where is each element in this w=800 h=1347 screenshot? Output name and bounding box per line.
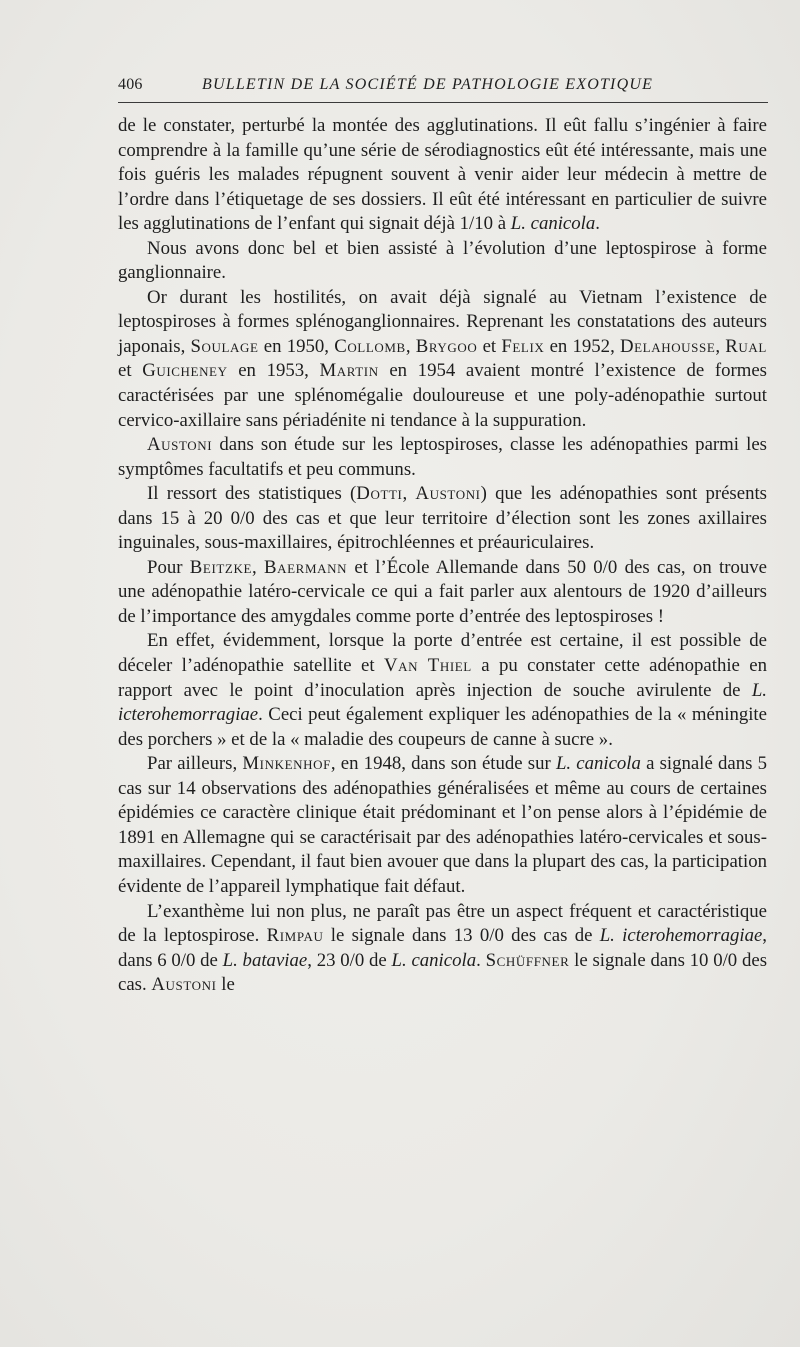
article-body <box>118 114 767 998</box>
paragraph-6: Pour Beitzke, Baermann et l’École Allemande dans 50 0/0 des cas, on trouve une adénopathie latéro-cervicale ce qui a fait parler aux alentours de 1920 d’ailleurs de l’importance des amygdales comme porte d’entrée des leptospiroses ! <box>118 556 767 627</box>
author-name: Martin <box>319 360 379 382</box>
species-name: L. bataviae <box>222 949 308 971</box>
species-name: L. icterohemorragiae <box>118 679 767 726</box>
author-name: Collomb <box>334 335 406 357</box>
author-name: Austoni <box>151 974 217 996</box>
species-name: L. canicola <box>510 213 596 235</box>
paragraph-3: Or durant les hostilités, on avait déjà signalé au Vietnam l’existence de leptospiroses à formes splénoganglionnaires. Reprenant les constatations des auteurs japonais, Soulage en 1950, Collomb, Brygoo et Felix en 1952, Delahousse, Rual et Guicheney en 1953, Martin en 1954 avaient montré l’existence de formes caractérisées par une splénomégalie douloureuse et une poly-adénopathie surtout cervico-axillaire sans périadénite ni tendance à la suppuration. <box>118 286 767 431</box>
author-name: Beitzke <box>189 556 253 578</box>
paragraph-9: L’exanthème lui non plus, ne paraît pas être un aspect fréquent et caractéristique de la leptospirose. Rimpau le signale dans 13 0/0 des cas de L. icterohemorragiae, dans 6 0/0 de L. bataviae, 23 0/0 de L. canicola. Schüffner le signale dans 10 0/0 des cas. Austoni le <box>118 900 767 996</box>
author-name: Dotti <box>356 483 403 505</box>
author-name: Soulage <box>190 335 259 357</box>
running-head <box>118 70 768 102</box>
author-name: Rual <box>725 335 767 357</box>
author-name: Delahousse <box>619 335 716 357</box>
author-name: Brygoo <box>415 335 478 357</box>
paragraph-8: Par ailleurs, Minkenhof, en 1948, dans son étude sur L. canicola a signalé dans 5 cas sur 14 observations des adénopathies généralisées et même au cours de certaines épidémies ce caractère clinique était prédominant et l’on pense alors à l’épidémie de 1891 en Allemagne qui se caractérisait par des adénopathies latéro-cervicales et sous-maxillaires. Cependant, il faut bien avouer que dans la plupart des cas, la participation évidente de l’appareil lymphatique fait défaut. <box>118 753 767 897</box>
paragraph-2: Nous avons donc bel et bien assisté à l’évolution d’une leptospirose à forme ganglionnaire. <box>118 237 767 284</box>
species-name: L. icterohemorragiae <box>599 925 763 947</box>
author-name: Van Thiel <box>383 655 472 677</box>
paragraph-1: de le constater, perturbé la montée des agglutinations. Il eût fallu s’ingénier à faire comprendre à la famille qu’une série de sérodiagnostics eût été intéressante, mais une fois guéris les malades répugnent souvent à venir aider leur médecin à mettre de l’ordre dans l’étiquetage de ses dossiers. Il eût été intéressant en particulier de suivre les agglutinations de l’enfant qui signait déjà 1/10 à L. canicola. <box>118 115 767 235</box>
author-name: Baermann <box>264 556 348 578</box>
header-rule <box>118 102 768 103</box>
author-name: Austoni <box>147 434 213 456</box>
species-name: L. canicola <box>391 949 477 971</box>
page-number: 406 <box>118 76 143 93</box>
author-name: Minkenhof <box>242 753 331 775</box>
paragraph-4: Austoni dans son étude sur les leptospiroses, classe les adénopathies parmi les symptômes facultatifs et peu communs. <box>118 434 767 480</box>
paragraph-5: Il ressort des statistiques (Dotti, Austoni) que les adénopathies sont présents dans 15 à 20 0/0 des cas et que leur territoire d’élection sont les zones axillaires inguinales, sous-maxillaires, épitrochléennes et préauriculaires. <box>118 483 767 554</box>
paragraph-7: En effet, évidemment, lorsque la porte d’entrée est certaine, il est possible de déceler l’adénopathie satellite et Van Thiel a pu constater cette adénopathie en rapport avec le point d’inoculation après injection de souche avirulente de L. icterohemorragiae. Ceci peut également expliquer les adénopathies de la « méningite des porchers » et de la « maladie des coupeurs de canne à sucre ». <box>118 630 768 750</box>
species-name: L. canicola <box>555 753 641 775</box>
author-name: Schüffner <box>485 949 570 971</box>
author-name: Guicheney <box>142 360 228 382</box>
author-name: Felix <box>501 335 545 357</box>
journal-title: BULLETIN DE LA SOCIÉTÉ DE PATHOLOGIE EXOTIQUE <box>202 76 654 93</box>
author-name: Austoni <box>415 483 481 505</box>
author-name: Rimpau <box>266 925 324 947</box>
